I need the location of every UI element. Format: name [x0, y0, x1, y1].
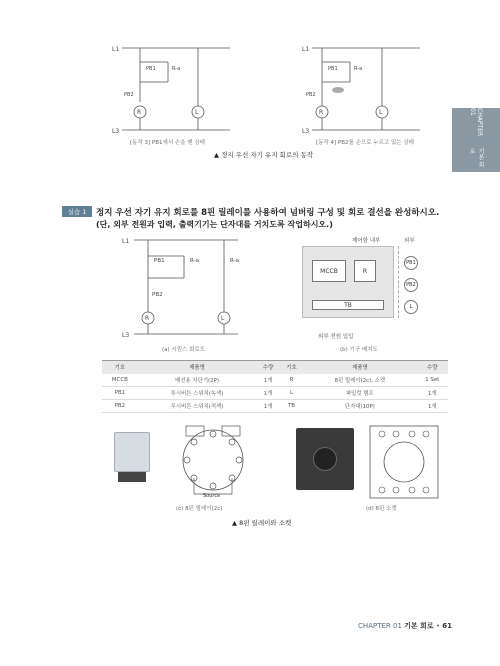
table-cell: TB — [280, 400, 303, 413]
fig3-pb2: PB2 — [124, 92, 134, 98]
relay-pin-diagram — [170, 422, 256, 502]
layout-caption: (b) 기구 배치도 — [340, 347, 378, 353]
header-name-1: 제품명 — [138, 361, 257, 374]
fig3-relay: R — [137, 109, 142, 116]
table-cell: 1개 — [256, 387, 279, 400]
seq-L3: L3 — [122, 332, 130, 339]
relay-photo — [108, 428, 156, 490]
table-cell: 파일럿 램프 — [303, 387, 416, 400]
header-symbol-1: 기호 — [102, 361, 138, 374]
table-cell: MCCB — [102, 374, 138, 387]
header-qty-1: 수량 — [256, 361, 279, 374]
table-cell: 단자대(10P) — [303, 400, 416, 413]
fig3-circuit — [110, 42, 250, 134]
table-cell: 1개 — [256, 374, 279, 387]
sequence-caption: (a) 시퀀스 회로도 — [162, 347, 206, 353]
fig4-L3: L3 — [302, 128, 310, 134]
seq-L1: L1 — [122, 238, 130, 245]
terminal-block: TB — [312, 300, 384, 310]
table-row — [102, 400, 448, 413]
table-cell: PB2 — [102, 400, 138, 413]
mccb-box: MCCB — [312, 260, 346, 282]
relay-figure-title: ▲ 8핀 릴레이와 소켓 — [232, 519, 292, 527]
table-cell: R — [280, 374, 303, 387]
seq-pb1: PB1 — [154, 258, 165, 264]
relay-caption: (c) 8핀 릴레이(2c) — [176, 506, 223, 512]
fig4-pb1: PB1 — [328, 66, 338, 72]
fig4-L1: L1 — [302, 46, 310, 53]
fig3-pb1: PB1 — [146, 66, 156, 72]
table-cell: 1개 — [417, 400, 448, 413]
power-in-label: 외부 전원 입입 — [318, 334, 354, 340]
relay-box: R — [354, 260, 376, 282]
page-footer — [358, 621, 452, 631]
fig4-relay: R — [319, 109, 324, 116]
fig3-L1: L1 — [112, 46, 120, 53]
page-number: 61 — [442, 622, 452, 630]
fig3-lamp: L — [195, 109, 199, 116]
parts-table — [102, 360, 448, 413]
layout-inside-label: 제어함 내부 — [352, 238, 381, 244]
table-row — [102, 387, 448, 400]
fig4-caption: [동작 4] PB2를 손으로 누르고 있는 상태 — [316, 140, 414, 146]
hand-icon — [332, 87, 344, 93]
footer-sep: • — [435, 622, 441, 630]
footer-chapter: CHAPTER 01 — [358, 622, 402, 630]
fig3-caption: [동작 3] PB1에서 손을 뗀 상태 — [130, 140, 205, 146]
outside-divider — [398, 246, 399, 318]
exercise-line-2: (단, 외부 전원과 입력, 출력기기는 단자대를 거치도록 작업하시오.) — [96, 220, 333, 229]
socket-photo — [296, 428, 354, 490]
exercise-line-1: 정지 우선 자기 유지 회로를 8핀 릴레이를 사용하여 넘버링 구성 및 회로 결선을 완성하시오. — [96, 208, 440, 218]
sequence-diagram — [120, 234, 260, 342]
side-tab-topic: 기본 회로 — [468, 148, 484, 169]
socket-caption: (d) 8핀 소켓 — [366, 506, 397, 512]
seq-relay: R — [145, 315, 150, 322]
fig4-ra: R-a — [354, 66, 363, 72]
table-cell: 1개 — [417, 387, 448, 400]
table-cell: PB1 — [102, 387, 138, 400]
fig4-lamp: L — [379, 109, 383, 116]
table-cell: 1 Set — [417, 374, 448, 387]
footer-topic: 기본 회로 — [404, 622, 434, 630]
table-cell: 1개 — [256, 400, 279, 413]
fig4-circuit — [300, 42, 440, 134]
seq-ra2: R-a — [230, 258, 239, 264]
pb2-symbol: PB2 — [404, 278, 418, 292]
table-cell: 배선용 차단기(2P) — [138, 374, 257, 387]
table-cell: L — [280, 387, 303, 400]
table-cell: 푸시버튼 스위치(녹색) — [138, 387, 257, 400]
seq-ra1: R-a — [190, 258, 199, 264]
layout-outside-label: 외부 — [404, 238, 415, 244]
seq-pb2: PB2 — [152, 292, 163, 298]
table-cell: 푸시버튼 스위치(적색) — [138, 400, 257, 413]
seq-lamp: L — [221, 315, 225, 322]
header-qty-2: 수량 — [417, 361, 448, 374]
table-row — [102, 374, 448, 387]
table-cell: 8핀 릴레이(2c), 소켓 — [303, 374, 416, 387]
top-figure-title: ▲ 정지 우선 자기 유지 회로의 동작 — [214, 151, 314, 159]
chapter-side-tab — [452, 108, 500, 172]
fig4-pb2: PB2 — [306, 92, 316, 98]
parts-header-row — [102, 361, 448, 374]
lamp-symbol: L — [404, 300, 418, 314]
side-tab-chapter: CHAPTER 01 — [469, 108, 483, 137]
fig3-ra: R-a — [172, 66, 181, 72]
socket-pin-diagram — [368, 424, 440, 500]
exercise-badge: 실습 1 — [62, 206, 92, 217]
header-name-2: 제품명 — [303, 361, 416, 374]
relay-source-label: Source — [203, 493, 221, 499]
fig3-L3: L3 — [112, 128, 120, 134]
pb1-symbol: PB1 — [404, 256, 418, 270]
header-symbol-2: 기호 — [280, 361, 303, 374]
